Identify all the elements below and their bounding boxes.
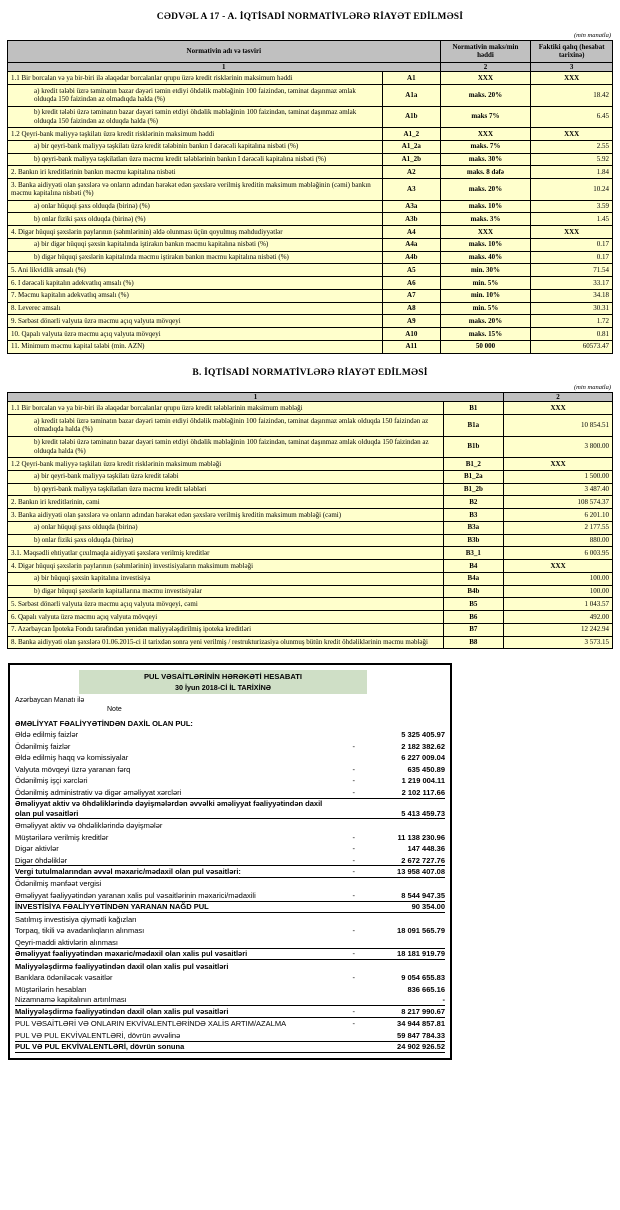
cashflow-title-band	[79, 670, 367, 693]
norm-actual: 5.92	[531, 153, 613, 166]
cashflow-sign: -	[352, 741, 355, 751]
cashflow-value: 2 102 117.66	[401, 787, 445, 797]
norm-name: a) bir qeyri-bank maliyyə təşkilatı üzrə kredit tələbi	[8, 470, 444, 483]
norm-code: B1	[443, 402, 504, 415]
norm-name: a) bir qeyri-bank maliyyə təşkilatı üzrə kredit tələbinin bankın I dərəcəli kapitalına nisbəti (%)	[8, 140, 383, 153]
norm-name: 4. Digər hüquqi şəxslərin paylarının (səhmlərinin) əldə olunması üçün qoyulmuş məhdudiyyətlər	[8, 226, 383, 239]
norm-name: 3. Banka aidiyyəti olan şəxslərə və onların adından hərəkət edən şəxslərə verilmiş kreditin maksimum məbləği (cəmi)	[8, 509, 444, 522]
cashflow-label: Valyuta mövqeyi üzrə yaranan fərq	[15, 764, 131, 774]
cashflow-note-column-header: Note	[107, 706, 122, 714]
table-row	[8, 483, 613, 496]
cashflow-row	[15, 1006, 445, 1018]
table-row	[8, 509, 613, 522]
unit-note-b: (min manatla)	[573, 383, 611, 391]
table-row	[8, 106, 613, 128]
cashflow-label: Vergi tutulmalarından əvvəl məxaric/mədaxil olan pul vəsaitləri:	[15, 866, 241, 876]
norm-code: A10	[383, 328, 440, 341]
cashflow-value: 34 944 857.81	[397, 1019, 445, 1029]
cashflow-label: Əməliyyat aktiv və öhdəliklərində dəyişmələrdən əvvəlki əməliyyat fəaliyyətindən daxil olan pul vəsaitləri	[15, 799, 323, 818]
cashflow-value: 90 354.00	[411, 902, 445, 912]
cashflow-row	[15, 960, 445, 972]
cashflow-sign: -	[352, 890, 355, 900]
norm-value: 6 003.95	[504, 547, 613, 560]
table-row	[8, 226, 613, 239]
norm-value: 1 043.57	[504, 598, 613, 611]
cashflow-label: Ödənilmiş mənfəət vergisi	[15, 879, 102, 889]
cashflow-value: 147 448.36	[407, 844, 445, 854]
norm-code: B4a	[443, 572, 504, 585]
table-row	[8, 402, 613, 415]
norm-name: b) kredit tələbi üzrə təminatın bazar dəyəri təmin etdiyi öhdəlik məbləğinin 100 faizindən, təminat daşınmaz əmlak olduqda 150 faizindən az olduqda halda (%)	[8, 106, 383, 128]
table-row	[8, 598, 613, 611]
cashflow-value: 635 450.89	[407, 764, 445, 774]
norm-actual: 0.17	[531, 238, 613, 251]
norm-code: B8	[443, 636, 504, 649]
norm-value: 3 487.40	[504, 483, 613, 496]
norm-name: b) qeyri-bank maliyyə təşkilatları üzrə məcmu kredit tələblərinin bankın I dərəcəli kapitalına nisbəti (%)	[8, 153, 383, 166]
norm-name: 2. Bankın iri kreditlərinin bankın məcmu kapitalına nisbəti	[8, 166, 383, 179]
cashflow-currency-note: Azərbaycan Manatı ilə	[15, 696, 85, 704]
cashflow-label: PUL VƏSAİTLƏRİ VƏ ONLARIN EKVİVALENTLƏRİNDƏ XALİS ARTIM/AZALMA	[15, 1019, 287, 1029]
norm-code: A4a	[383, 238, 440, 251]
cashflow-row	[15, 948, 445, 960]
norm-actual: 0.17	[531, 251, 613, 264]
norm-name: b) onlar fiziki şəxs olduqda (birinə)	[8, 534, 444, 547]
table-row	[8, 140, 613, 153]
cashflow-value: 24 902 926.52	[397, 1042, 445, 1052]
norm-value: 3 800.00	[504, 436, 613, 458]
cashflow-label: Torpaq, tikili və avadanlıqların alınması	[15, 926, 145, 936]
colnum-1: 1	[8, 62, 441, 72]
norm-code: A1_2b	[383, 153, 440, 166]
cashflow-label: Digər aktivlər	[15, 844, 59, 854]
table-row	[8, 238, 613, 251]
cashflow-value: 59 847 784.33	[397, 1030, 445, 1040]
col-header-name: Normativin adı və təsviri	[8, 41, 441, 63]
norm-limit: maks. 7%	[440, 140, 531, 153]
cashflow-sign: -	[352, 832, 355, 842]
table-row	[8, 611, 613, 624]
norm-code: B1a	[443, 415, 504, 437]
norm-actual: XXX	[531, 128, 613, 141]
norm-value: 3 573.15	[504, 636, 613, 649]
norm-code: A11	[383, 340, 440, 353]
norm-name: 8. Leverec əmsalı	[8, 302, 383, 315]
cashflow-sign: -	[352, 787, 355, 797]
cashflow-label: Maliyyələşdirmə fəaliyyətindən daxil olan xalis pul vəsaitləri	[15, 1006, 229, 1016]
norm-code: A4	[383, 226, 440, 239]
norm-limit: XXX	[440, 226, 531, 239]
cashflow-label: Digər öhdəliklər	[15, 855, 68, 865]
cashflow-row	[15, 1018, 445, 1030]
norm-name: 10. Qapalı valyuta üzrə məcmu açıq valyuta mövqeyi	[8, 328, 383, 341]
table-a-colnum-row	[8, 62, 613, 72]
norm-name: 7. Məcmu kapitalın adekvatlıq əmsalı (%)	[8, 289, 383, 302]
table-b-title: B. İQTİSADİ NORMATİVLƏRƏ RİAYƏT EDİLMƏSİ	[192, 367, 428, 378]
cashflow-row	[15, 925, 445, 937]
norm-code: A6	[383, 277, 440, 290]
cashflow-value: 2 182 382.62	[401, 741, 445, 751]
cashflow-label: Qeyri-maddi aktivlərin alınması	[15, 937, 118, 947]
norm-actual: 1.84	[531, 166, 613, 179]
cashflow-label: İNVESTİSİYA FƏALİYYƏTİNDƏN YARANAN NAĞD PUL	[15, 902, 209, 912]
table-b-colnum-row	[8, 392, 613, 402]
norm-value: XXX	[504, 560, 613, 573]
colnum-2: 2	[504, 392, 613, 402]
cashflow-value: 8 544 947.35	[401, 890, 445, 900]
norm-code: A1_2	[383, 128, 440, 141]
norm-code: A8	[383, 302, 440, 315]
table-a-title: CƏDVƏL A 17 - A. İQTİSADİ NORMATİVLƏRƏ RİAYƏT EDİLMƏSİ	[156, 12, 464, 22]
cashflow-label: Əməliyyat fəaliyyətindən yaranan xalis pul vəsaitlərinin məxarici/mədaxili	[15, 890, 256, 900]
cashflow-sign: -	[352, 1019, 355, 1029]
cashflow-label: PUL VƏ PUL EKVİVALENTLƏRİ, dövrün sonuna	[15, 1042, 185, 1052]
norm-actual: 34.18	[531, 289, 613, 302]
cashflow-row	[15, 819, 445, 831]
norm-actual: 30.31	[531, 302, 613, 315]
cashflow-row	[15, 842, 445, 854]
table-row	[8, 458, 613, 471]
norm-code: A1	[383, 72, 440, 85]
cashflow-label: Ödənilmiş işçi xərcləri	[15, 776, 88, 786]
norm-name: b) digər hüquqi şəxslərin kapitalında məcmu iştirakın bankın məcmu kapitalına nisbəti (%)	[8, 251, 383, 264]
norm-value: 1 500.00	[504, 470, 613, 483]
cashflow-subtitle: 30 İyun 2018-Cİ İL TARİXİNƏ	[174, 682, 272, 692]
table-row	[8, 179, 613, 201]
norm-name: 11. Minimum məcmu kapital tələbi (min. AZN)	[8, 340, 383, 353]
cashflow-label: ƏMƏLİYYAT FƏALİYYƏTİNDƏN DAXİL OLAN PUL:	[15, 718, 193, 728]
norm-actual: 10.24	[531, 179, 613, 201]
table-row	[8, 436, 613, 458]
cashflow-label: Müştərilərin hesabları	[15, 984, 87, 994]
table-row	[8, 470, 613, 483]
norm-code: A1a	[383, 85, 440, 107]
norm-name: 6. I dərəcəli kapitalın adekvatlıq əmsalı (%)	[8, 277, 383, 290]
cashflow-row	[15, 831, 445, 843]
norm-limit: min. 5%	[440, 302, 531, 315]
cashflow-label: PUL VƏ PUL EKVİVALENTLƏRİ, dövrün əvvəlinə	[15, 1030, 181, 1040]
norm-code: A3	[383, 179, 440, 201]
norm-name: 6. Qapalı valyuta üzrə məcmu açıq valyuta mövqeyi	[8, 611, 444, 624]
norm-actual: 1.45	[531, 213, 613, 226]
colnum-2: 2	[440, 62, 531, 72]
norm-name: a) kredit tələbi üzrə təminatın bazar dəyəri təmin etdiyi öhdəlik məbləğinin 100 faizindən, təminat daşınmaz əmlak olduqda 150 faizindən az olmadıqda halda (%)	[8, 415, 444, 437]
norm-value: 100.00	[504, 572, 613, 585]
norm-code: A9	[383, 315, 440, 328]
norm-limit: maks. 10%	[440, 200, 531, 213]
cashflow-row	[15, 740, 445, 752]
cashflow-value: 9 054 655.83	[401, 973, 445, 983]
cashflow-label: Banklara ödəniləcək vəsaitlər	[15, 973, 113, 983]
table-row	[8, 166, 613, 179]
table-row	[8, 534, 613, 547]
table-row	[8, 560, 613, 573]
norm-name: a) onlar hüquqi şəxs olduqda (birinə)	[8, 521, 444, 534]
norm-actual: 0.81	[531, 328, 613, 341]
cashflow-label: Ödənilmiş administrativ və digər əməliyyat xərcləri	[15, 787, 182, 797]
table-row	[8, 328, 613, 341]
cashflow-row	[15, 913, 445, 925]
norm-limit: min. 5%	[440, 277, 531, 290]
cashflow-label: Maliyyələşdirmə fəaliyyətindən daxil olan xalis pul vəsaitləri	[15, 961, 229, 971]
cashflow-value: 836 665.16	[407, 984, 445, 994]
table-b-head	[8, 392, 613, 402]
norm-code: A1_2a	[383, 140, 440, 153]
table-b-body	[8, 402, 613, 649]
table-row	[8, 496, 613, 509]
cashflow-label: Satılmış investisiya qiymətli kağızları	[15, 914, 137, 924]
norm-code: A3a	[383, 200, 440, 213]
table-row	[8, 213, 613, 226]
norm-name: b) onlar fiziki şəxs olduqda (birinə) (%)	[8, 213, 383, 226]
cashflow-label: Nizamnamə kapitalının artırılması	[15, 995, 127, 1005]
norm-limit: maks. 40%	[440, 251, 531, 264]
norm-code: A7	[383, 289, 440, 302]
norm-code: B1_2a	[443, 470, 504, 483]
table-row	[8, 289, 613, 302]
cashflow-sign: -	[352, 776, 355, 786]
table-b	[7, 392, 613, 650]
table-a-body	[8, 72, 613, 353]
cashflow-value: 5 413 459.73	[401, 808, 445, 818]
unit-note-a: (min manatla)	[573, 32, 611, 39]
cashflow-row	[15, 1029, 445, 1041]
norm-code: B2	[443, 496, 504, 509]
norm-name: 5. Sərbəst dönərli valyuta üzrə məcmu açıq valyuta mövqeyi, cəmi	[8, 598, 444, 611]
norm-actual: 6.45	[531, 106, 613, 128]
cashflow-label: Ödənilmiş faizlər	[15, 741, 71, 751]
cashflow-row	[15, 995, 445, 1007]
norm-name: b) kredit tələbi üzrə təminatın bazar dəyəri təmin etdiyi öhdəlik məbləğinin 100 faizindən, təminat daşınmaz əmlak olduqda 150 faizindən az olduqda halda (%)	[8, 436, 444, 458]
norm-name: a) kredit tələbi üzrə təminatın bazar dəyəri təmin etdiyi öhdəlik məbləğinin 100 faizindən, təminat daşınmaz əmlak olduqda 150 faizindən az olmadıqda halda (%)	[8, 85, 383, 107]
norm-code: B3b	[443, 534, 504, 547]
norm-limit: 50 000	[440, 340, 531, 353]
norm-code: B3a	[443, 521, 504, 534]
norm-actual: 3.59	[531, 200, 613, 213]
table-row	[8, 264, 613, 277]
cashflow-value: 5 325 405.97	[401, 730, 445, 740]
cashflow-sign: -	[352, 973, 355, 983]
norm-code: B1b	[443, 436, 504, 458]
norm-name: b) digər hüquqi şəxslərin kapitallarına məcmu investisiyalar	[8, 585, 444, 598]
norm-limit: XXX	[440, 72, 531, 85]
table-row	[8, 572, 613, 585]
table-row	[8, 636, 613, 649]
cashflow-value: 13 958 407.08	[397, 866, 445, 876]
norm-name: 1.2 Qeyri-bank maliyyə təşkilatı üzrə kredit risklərinin maksimum məbləği	[8, 458, 444, 471]
norm-name: 3. Banka aidiyyəti olan şəxslərə və onların adından hərəkət edən şəxslərə verilmiş kreditin maksimum məbləğinin (cəmi) bankın məcmu kapitalına nisbəti (%)	[8, 179, 383, 201]
cashflow-value: 1 219 004.11	[401, 776, 445, 786]
table-row	[8, 521, 613, 534]
table-a-header-row	[8, 41, 613, 63]
norm-name: 8. Banka aidiyyəti olan şəxslərə 01.06.2015-ci il tarixdən sonra yeni verilmiş / restrukturizasiya olunmuş bütün kredit öhdəliklərinin məcmu məbləği	[8, 636, 444, 649]
norm-limit: min. 10%	[440, 289, 531, 302]
norm-name: a) bir hüquqi şəxsin kapitalına investisiya	[8, 572, 444, 585]
cashflow-row	[15, 798, 445, 820]
cashflow-value: 2 672 727.76	[401, 855, 445, 865]
norm-code: B3_1	[443, 547, 504, 560]
norm-actual: 33.17	[531, 277, 613, 290]
cashflow-value: 6 227 009.04	[401, 753, 445, 763]
table-row	[8, 72, 613, 85]
norm-limit: maks. 15%	[440, 328, 531, 341]
norm-limit: maks. 20%	[440, 179, 531, 201]
colnum-3: 3	[531, 62, 613, 72]
norm-code: B4	[443, 560, 504, 573]
norm-name: 3.1. Məqsədli ehtiyatlar çıxılmaqla aidiyyəti şəxslərə verilmiş kreditlər	[8, 547, 444, 560]
norm-value: 492.00	[504, 611, 613, 624]
cashflow-value: 11 138 230.96	[397, 832, 445, 842]
cashflow-row	[15, 901, 445, 913]
norm-limit: min. 30%	[440, 264, 531, 277]
table-row	[8, 251, 613, 264]
norm-name: b) qeyri-bank maliyyə təşkilatları üzrə məcmu kredit tələbləri	[8, 483, 444, 496]
norm-code: B6	[443, 611, 504, 624]
norm-value: XXX	[504, 458, 613, 471]
table-row	[8, 623, 613, 636]
norm-value: 880.00	[504, 534, 613, 547]
norm-name: a) onlar hüquqi şəxs olduqda (birinə) (%)	[8, 200, 383, 213]
cashflow-row	[15, 729, 445, 741]
cashflow-row	[15, 972, 445, 984]
norm-value: 100.00	[504, 585, 613, 598]
table-row	[8, 128, 613, 141]
norm-name: 1.1 Bir borcalan və ya bir-biri ilə əlaqədar borcalanlar qrupu üzrə kredit tələblərinin maksimum məbləği	[8, 402, 444, 415]
norm-code: A5	[383, 264, 440, 277]
cashflow-value: -	[442, 995, 445, 1005]
norm-value: 2 177.55	[504, 521, 613, 534]
cashflow-sign: -	[352, 926, 355, 936]
norm-value: 6 201.10	[504, 509, 613, 522]
table-row	[8, 277, 613, 290]
norm-name: 4. Digər hüquqi şəxslərin paylarının (səhmlərinin) investisiyaların maksimum məbləği	[8, 560, 444, 573]
table-row	[8, 302, 613, 315]
table-a	[7, 40, 613, 354]
col-header-actual: Faktiki qalıq (hesabat tarixinə)	[531, 41, 613, 63]
table-row	[8, 85, 613, 107]
norm-limit: XXX	[440, 128, 531, 141]
norm-limit: maks. 30%	[440, 153, 531, 166]
norm-value: 12 242.94	[504, 623, 613, 636]
cashflow-label: Əməliyyat aktiv və öhdəliklərində dəyişmələr	[15, 821, 163, 831]
table-row	[8, 415, 613, 437]
norm-limit: maks. 20%	[440, 315, 531, 328]
cashflow-row	[15, 936, 445, 948]
col-header-limit: Normativin maks/min həddi	[440, 41, 531, 63]
cashflow-label: Əməliyyat fəaliyyətindən məxaric/mədaxil olan xalis pul vəsaitləri	[15, 949, 248, 959]
cashflow-sign: -	[352, 764, 355, 774]
cashflow-row	[15, 786, 445, 798]
cashflow-sign: -	[352, 1006, 355, 1016]
norm-code: B7	[443, 623, 504, 636]
table-row	[8, 585, 613, 598]
cashflow-row	[15, 878, 445, 890]
cashflow-sign: -	[352, 844, 355, 854]
cashflow-value: 18 181 919.79	[397, 949, 445, 959]
cashflow-row	[15, 865, 445, 877]
cashflow-sign: -	[352, 949, 355, 959]
cashflow-statement	[8, 663, 452, 1060]
cashflow-sign: -	[352, 866, 355, 876]
norm-name: a) bir digər hüquqi şəxsin kapitalında iştirakın bankın məcmu kapitalına nisbəti (%)	[8, 238, 383, 251]
norm-actual: 18.42	[531, 85, 613, 107]
table-row	[8, 200, 613, 213]
cashflow-title: PUL VƏSAİTLƏRİNİN HƏRƏKƏTİ HESABATI	[143, 672, 303, 682]
norm-name: 1.1 Bir borcalan və ya bir-biri ilə əlaqədar borcalanlar qrupu üzrə kredit risklərinin maksimum həddi	[8, 72, 383, 85]
cashflow-label: Əldə edilmiş faizlər	[15, 730, 79, 740]
cashflow-row	[15, 752, 445, 764]
norm-limit: maks. 20%	[440, 85, 531, 107]
norm-code: B4b	[443, 585, 504, 598]
table-row	[8, 340, 613, 353]
norm-limit: maks. 10%	[440, 238, 531, 251]
norm-code: A2	[383, 166, 440, 179]
cashflow-row	[15, 775, 445, 787]
table-row	[8, 153, 613, 166]
cashflow-value: 18 091 565.79	[397, 926, 445, 936]
cashflow-rows	[15, 717, 445, 1053]
cashflow-row	[15, 854, 445, 866]
norm-name: 1.2 Qeyri-bank maliyyə təşkilatı üzrə kredit risklərinin maksimum həddi	[8, 128, 383, 141]
norm-actual: XXX	[531, 72, 613, 85]
norm-code: B1_2	[443, 458, 504, 471]
norm-actual: 60573.47	[531, 340, 613, 353]
colnum-1: 1	[8, 392, 504, 402]
norm-actual: 71.54	[531, 264, 613, 277]
norm-actual: 2.55	[531, 140, 613, 153]
table-row	[8, 315, 613, 328]
norm-value: 108 574.37	[504, 496, 613, 509]
cashflow-row	[15, 717, 445, 729]
norm-name: 9. Sərbəst dönərli valyuta üzrə məcmu açıq valyuta mövqeyi	[8, 315, 383, 328]
norm-code: A4b	[383, 251, 440, 264]
norm-value: XXX	[504, 402, 613, 415]
cashflow-sign: -	[352, 855, 355, 865]
cashflow-row	[15, 1041, 445, 1053]
table-a-head	[8, 41, 613, 72]
cashflow-label: Müştərilərə verilmiş kreditlər	[15, 832, 109, 842]
table-row	[8, 547, 613, 560]
norm-code: B3	[443, 509, 504, 522]
norm-actual: 1.72	[531, 315, 613, 328]
norm-code: B5	[443, 598, 504, 611]
cashflow-value: 8 217 990.67	[401, 1006, 445, 1016]
cashflow-row	[15, 889, 445, 901]
norm-actual: XXX	[531, 226, 613, 239]
norm-name: 7. Azərbaycan İpoteka Fondu tərəfindən yenidən maliyyələşdirilmiş ipoteka kreditləri	[8, 623, 444, 636]
norm-code: A1b	[383, 106, 440, 128]
cashflow-row	[15, 763, 445, 775]
norm-code: A3b	[383, 213, 440, 226]
norm-limit: maks. 3%	[440, 213, 531, 226]
norm-limit: maks 7%	[440, 106, 531, 128]
cashflow-label: Əldə edilmiş haqq və komissiyalar	[15, 753, 129, 763]
norm-name: 5. Ani likvidlik əmsalı (%)	[8, 264, 383, 277]
norm-value: 10 854.51	[504, 415, 613, 437]
cashflow-row	[15, 983, 445, 995]
norm-code: B1_2b	[443, 483, 504, 496]
norm-limit: maks. 8 dəfə	[440, 166, 531, 179]
norm-name: 2. Bankın iri kreditlərinin, cəmi	[8, 496, 444, 509]
